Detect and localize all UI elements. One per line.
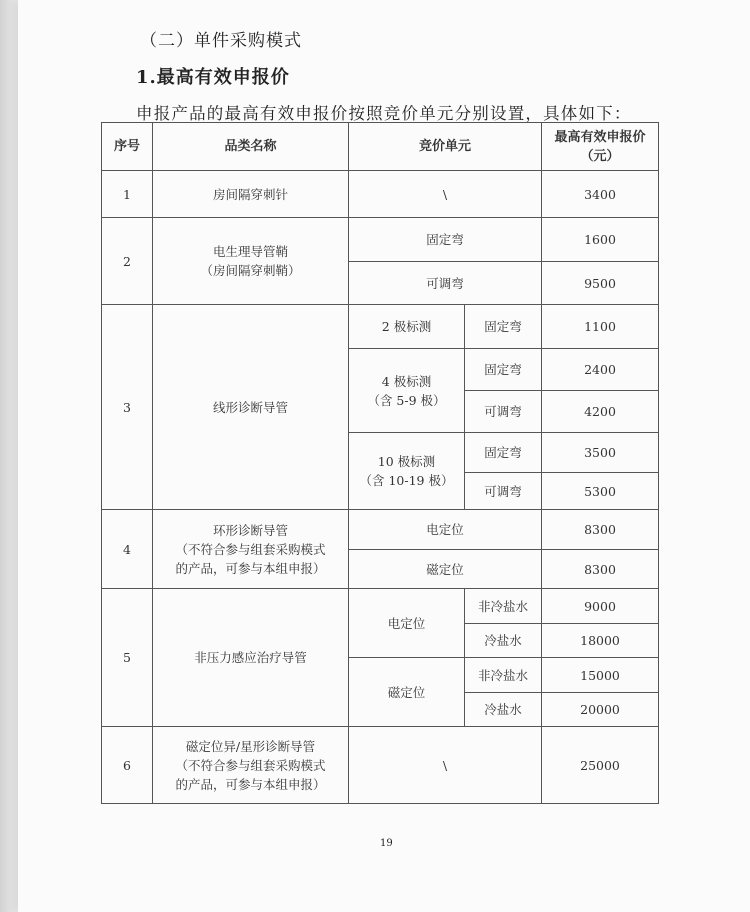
unit-group-label [349, 349, 465, 433]
row-price: 3400 [542, 171, 659, 218]
row-price: 20000 [542, 693, 659, 727]
bend-type: 固定弯 [465, 433, 542, 473]
table-row [102, 305, 659, 349]
row-seq: 1 [102, 171, 153, 218]
header-unit: 竞价单元 [349, 123, 542, 171]
row-unit: 磁定位 [349, 550, 542, 589]
row-name: 线形诊断导管 [153, 305, 349, 510]
row-name-main: 环形诊断导管 [212, 522, 288, 538]
row-price: 8300 [542, 550, 659, 589]
row-price: 18000 [542, 624, 659, 658]
table-row [102, 589, 659, 624]
header-price-label: 最高有效申报价 [554, 129, 646, 145]
row-price: 15000 [542, 658, 659, 693]
unit-group-note: （含 5-9 极） [367, 392, 446, 408]
price-table [101, 122, 659, 804]
unit-group-note: （含 10-19 极） [359, 473, 454, 488]
page-number: 19 [380, 838, 393, 849]
table-row [102, 727, 659, 804]
row-seq: 3 [102, 305, 153, 510]
header-price [542, 123, 659, 171]
row-price: 9000 [542, 589, 659, 624]
subsection-title: 1.最高有效申报价 [136, 67, 290, 88]
table-header-row [102, 123, 659, 171]
row-name-note: （不符合参与组套采购模式 [175, 757, 326, 773]
row-unit: 固定弯 [349, 218, 542, 262]
row-unit: 可调弯 [349, 262, 542, 305]
row-name: 非压力感应治疗导管 [153, 589, 349, 727]
header-price-unit: （元） [580, 148, 620, 164]
row-price: 2400 [542, 349, 659, 391]
header-seq: 序号 [102, 123, 153, 171]
row-name [153, 727, 349, 804]
row-price: 9500 [542, 262, 659, 305]
row-name-note: 的产品，可参与本组申报） [175, 776, 326, 792]
row-price: 25000 [542, 727, 659, 804]
saline-type: 冷盐水 [465, 624, 542, 658]
row-name: 房间隔穿刺针 [153, 171, 349, 218]
row-price: 3500 [542, 433, 659, 473]
row-seq: 2 [102, 218, 153, 305]
page-edge-shadow [0, 0, 18, 912]
bend-type: 可调弯 [465, 473, 542, 510]
row-name-note: 的产品，可参与本组申报） [175, 560, 326, 576]
bend-type: 可调弯 [465, 391, 542, 433]
table-row [102, 218, 659, 262]
row-unit: \ [349, 171, 542, 218]
saline-type: 非冷盐水 [465, 658, 542, 693]
row-unit: \ [349, 727, 542, 804]
row-price: 5300 [542, 473, 659, 510]
bend-type: 固定弯 [465, 349, 542, 391]
row-name [153, 218, 349, 305]
row-seq: 5 [102, 589, 153, 727]
row-seq: 4 [102, 510, 153, 589]
row-name-note: （房间隔穿刺鞘） [200, 263, 301, 278]
row-price: 1600 [542, 218, 659, 262]
unit-group-label: 磁定位 [349, 658, 465, 727]
bend-type: 固定弯 [465, 305, 542, 349]
unit-group-main: 4 极标测 [381, 373, 432, 389]
row-name [153, 510, 349, 589]
header-name: 品类名称 [153, 123, 349, 171]
row-unit: 电定位 [349, 510, 542, 550]
row-name-main: 电生理导管鞘 [212, 244, 288, 259]
row-price: 1100 [542, 305, 659, 349]
row-name-main: 磁定位异/星形诊断导管 [185, 738, 316, 754]
saline-type: 冷盐水 [465, 693, 542, 727]
table-row [102, 510, 659, 550]
row-name-note: （不符合参与组套采购模式 [175, 541, 326, 557]
unit-group-main: 10 极标测 [377, 454, 436, 469]
unit-group-label [349, 433, 465, 510]
unit-group-label: 电定位 [349, 589, 465, 658]
unit-group-label: 2 极标测 [349, 305, 465, 349]
row-price: 8300 [542, 510, 659, 550]
intro-paragraph: 申报产品的最高有效申报价按照竞价单元分别设置，具体如下： [136, 104, 632, 123]
saline-type: 非冷盐水 [465, 589, 542, 624]
row-seq: 6 [102, 727, 153, 804]
table-row [102, 171, 659, 218]
row-price: 4200 [542, 391, 659, 433]
section-title: （二）单件采购模式 [140, 31, 302, 51]
